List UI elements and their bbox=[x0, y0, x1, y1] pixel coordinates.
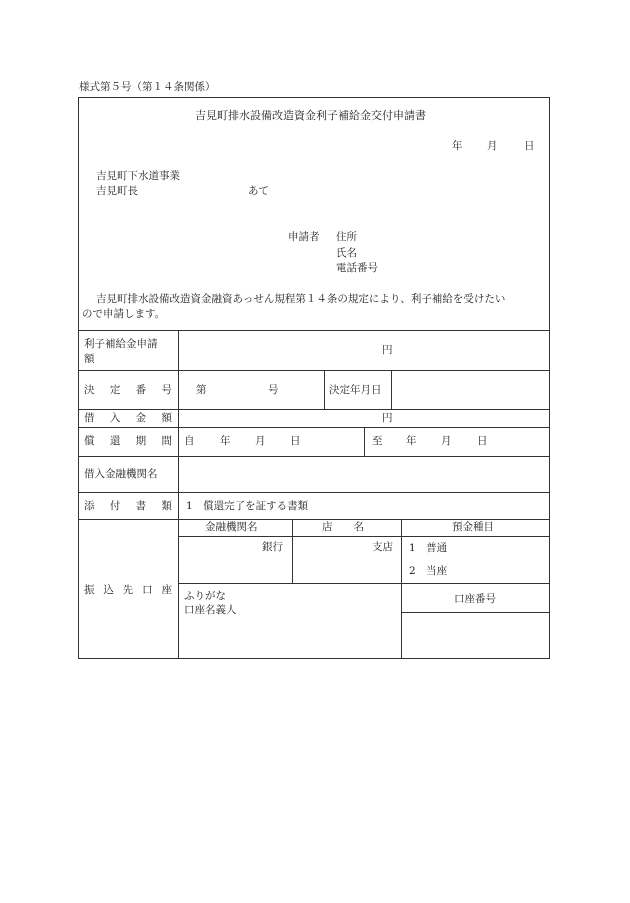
loan-amount-field[interactable] bbox=[180, 410, 376, 426]
label-char: 番 bbox=[135, 384, 147, 396]
subsidy-amount-label-line1: 利子補給金申請 bbox=[84, 338, 158, 350]
grid-line bbox=[178, 330, 179, 659]
label-char: 期 bbox=[135, 435, 147, 447]
period-to-year: 年 bbox=[406, 435, 417, 447]
period-to-day: 日 bbox=[477, 435, 488, 447]
loan-amount-unit: 円 bbox=[382, 412, 393, 424]
account-holder-label: 口座名義人 bbox=[184, 604, 237, 616]
applicant-phone-field[interactable]: 電話番号 bbox=[336, 262, 378, 274]
applicant-name-field[interactable]: 氏名 bbox=[336, 247, 357, 259]
grid-line bbox=[78, 370, 550, 371]
period-from: 自 bbox=[184, 435, 195, 447]
label-char: 入 bbox=[109, 412, 121, 424]
grid-line bbox=[292, 519, 293, 583]
date-month: 月 bbox=[487, 140, 498, 152]
decision-number-prefix: 第 bbox=[196, 384, 207, 396]
body-text-line1: 吉見町排水設備改造資金融資あっせん規程第１４条の規定により、利子補給を受けたい bbox=[96, 293, 506, 305]
branch-unit: 支店 bbox=[372, 541, 393, 553]
label-char: 振 bbox=[84, 584, 95, 596]
account-type-current-option[interactable]: 2 当座 bbox=[409, 565, 448, 577]
decision-date-label: 決定年月日 bbox=[329, 384, 382, 396]
subsidy-amount-label-line2: 額 bbox=[84, 353, 95, 365]
label-char: 付 bbox=[109, 500, 121, 512]
bank-name-field[interactable] bbox=[180, 538, 260, 582]
label-char: 決 bbox=[84, 384, 95, 396]
grid-line bbox=[78, 492, 550, 493]
decision-number-label bbox=[84, 385, 172, 396]
label-char: 込 bbox=[103, 584, 114, 596]
transfer-account-label bbox=[84, 585, 172, 596]
grid-line bbox=[78, 456, 550, 457]
applicant-address-field[interactable]: 住所 bbox=[336, 231, 357, 243]
label-char: 借 bbox=[84, 412, 95, 424]
grid-line bbox=[364, 427, 365, 456]
grid-line bbox=[78, 519, 550, 520]
grid-line bbox=[78, 427, 550, 428]
institution-label: 借入金融機関名 bbox=[84, 468, 158, 480]
period-to: 至 bbox=[372, 435, 383, 447]
addressee-suffix: あて bbox=[248, 185, 269, 197]
label-char: 添 bbox=[84, 500, 95, 512]
label-char: 償 bbox=[84, 435, 95, 447]
addressee-line1: 吉見町下水道事業 bbox=[96, 170, 180, 182]
label-char: 定 bbox=[109, 384, 121, 396]
institution-field[interactable] bbox=[180, 458, 548, 491]
period-from-month: 月 bbox=[255, 435, 266, 447]
grid-line bbox=[401, 612, 550, 613]
account-type-ordinary-option[interactable]: 1 普通 bbox=[409, 542, 448, 554]
period-to-month: 月 bbox=[441, 435, 452, 447]
grid-line bbox=[401, 519, 402, 659]
subsidy-amount-field[interactable] bbox=[180, 331, 376, 369]
grid-line bbox=[178, 583, 550, 584]
grid-line bbox=[391, 370, 392, 409]
body-text-line2: ので申請します。 bbox=[82, 308, 166, 320]
applicant-label: 申請者 bbox=[288, 231, 320, 243]
furigana-label: ふりがな bbox=[184, 590, 226, 602]
account-number-field[interactable] bbox=[403, 614, 548, 658]
branch-name-header: 店 名 bbox=[322, 521, 364, 533]
label-char: 書 bbox=[135, 500, 147, 512]
subsidy-amount-unit: 円 bbox=[382, 344, 393, 356]
period-from-day: 日 bbox=[290, 435, 301, 447]
label-char: 金 bbox=[135, 412, 147, 424]
date-year: 年 bbox=[452, 140, 463, 152]
label-char: 額 bbox=[161, 412, 172, 424]
branch-name-field[interactable] bbox=[294, 538, 369, 582]
label-char: 座 bbox=[161, 584, 172, 596]
addressee-line2: 吉見町長 bbox=[96, 185, 138, 197]
account-number-header: 口座番号 bbox=[454, 593, 496, 605]
grid-line bbox=[324, 370, 325, 409]
form-title: 吉見町排水設備改造資金利子補給金交付申請書 bbox=[195, 109, 426, 122]
attachment-item: 1 償還完了を証する書類 bbox=[186, 500, 309, 512]
decision-date-field[interactable] bbox=[393, 372, 548, 407]
label-char: 先 bbox=[122, 584, 134, 596]
label-char: 類 bbox=[161, 500, 172, 512]
decision-number-suffix: 号 bbox=[268, 384, 279, 396]
grid-line bbox=[178, 536, 550, 537]
repayment-period-label bbox=[84, 436, 172, 447]
decision-number-field[interactable] bbox=[214, 372, 264, 407]
bank-unit: 銀行 bbox=[262, 541, 283, 553]
account-holder-field[interactable] bbox=[180, 620, 399, 658]
form-label: 様式第５号（第１４条関係） bbox=[79, 81, 216, 93]
loan-amount-label bbox=[84, 413, 172, 424]
account-type-header: 預金種目 bbox=[452, 521, 494, 533]
period-from-year: 年 bbox=[220, 435, 231, 447]
label-char: 口 bbox=[142, 584, 153, 596]
attachments-label bbox=[84, 501, 172, 512]
date-day: 日 bbox=[524, 140, 535, 152]
label-char: 還 bbox=[109, 435, 121, 447]
label-char: 間 bbox=[161, 435, 172, 447]
bank-name-header: 金融機関名 bbox=[205, 521, 258, 533]
label-char: 号 bbox=[161, 384, 172, 396]
